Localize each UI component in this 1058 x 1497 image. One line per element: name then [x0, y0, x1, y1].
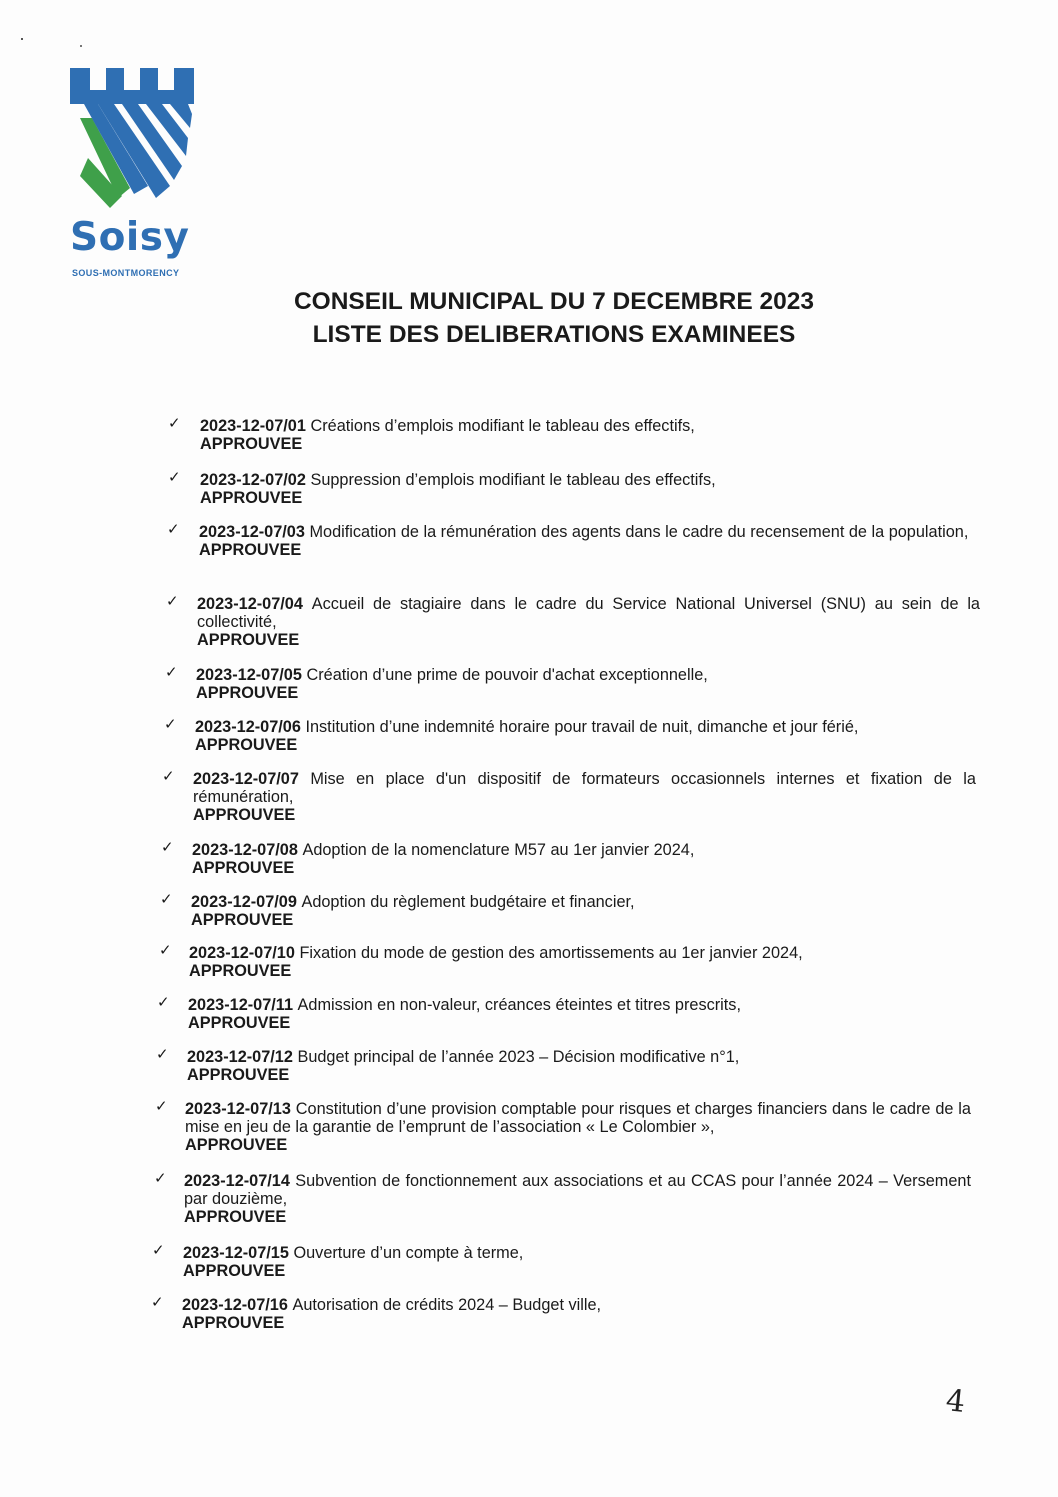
check-icon: ✓ — [161, 839, 174, 856]
list-item — [197, 595, 980, 649]
deliberation-text: Adoption du règlement budgétaire et financier, — [301, 893, 635, 911]
deliberation-text: Fixation du mode de gestion des amortissements au 1er janvier 2024, — [299, 944, 803, 962]
deliberation-status: APPROUVEE — [185, 1136, 288, 1154]
deliberation-status: APPROUVEE — [200, 435, 303, 453]
list-item — [189, 944, 972, 980]
list-item — [200, 417, 980, 453]
title-line-1: CONSEIL MUNICIPAL DU 7 DECEMBRE 2023 — [293, 288, 815, 315]
deliberation-text: Budget principal de l’année 2023 – Décision modificative n°1, — [297, 1048, 740, 1066]
deliberation-ref: 2023-12-07/02 — [200, 471, 311, 489]
deliberation-ref: 2023-12-07/05 — [196, 666, 307, 684]
check-icon: ✓ — [155, 1098, 168, 1115]
deliberation-text: Suppression d’emplois modifiant le tableau des effectifs, — [310, 471, 716, 489]
check-icon: ✓ — [162, 768, 175, 785]
deliberation-ref: 2023-12-07/16 — [182, 1296, 293, 1314]
list-item — [200, 471, 980, 507]
check-icon: ✓ — [168, 469, 181, 486]
deliberation-ref: 2023-12-07/01 — [200, 417, 311, 435]
deliberation-status: APPROUVEE — [189, 962, 292, 980]
list-item — [185, 1100, 971, 1154]
logo-subtitle: SOUS-MONTMORENCY — [72, 268, 180, 278]
check-icon: ✓ — [152, 1242, 165, 1259]
deliberation-ref: 2023-12-07/06 — [195, 718, 306, 736]
check-icon: ✓ — [166, 593, 179, 610]
check-icon: ✓ — [164, 716, 177, 733]
list-item — [192, 841, 975, 877]
handwritten-page-mark: 4 — [944, 1383, 967, 1420]
check-icon: ✓ — [156, 1046, 169, 1063]
deliberation-status: APPROUVEE — [193, 806, 296, 824]
deliberation-text: Mise en place d'un dispositif de formateurs occasionnels internes et fixation de la rémunération, — [193, 770, 976, 806]
deliberation-status: APPROUVEE — [183, 1262, 286, 1280]
deliberation-text: Subvention de fonctionnement aux associations et au CCAS pour l’année 2024 – Versement par douzième, — [184, 1172, 971, 1208]
castle-shield-icon — [70, 68, 200, 213]
deliberation-status: APPROUVEE — [191, 911, 294, 929]
deliberation-ref: 2023-12-07/03 — [199, 523, 310, 541]
check-icon: ✓ — [154, 1170, 167, 1187]
list-item — [196, 666, 979, 702]
deliberation-text: Institution d’une indemnité horaire pour travail de nuit, dimanche et jour férié, — [305, 718, 859, 736]
deliberation-status: APPROUVEE — [192, 859, 295, 877]
scan-speck — [21, 38, 23, 40]
list-item — [191, 893, 974, 929]
check-icon: ✓ — [165, 664, 178, 681]
deliberation-text: Création d’une prime de pouvoir d'achat exceptionnelle, — [306, 666, 708, 684]
list-item — [195, 718, 978, 754]
deliberation-ref: 2023-12-07/15 — [183, 1244, 294, 1262]
deliberation-ref: 2023-12-07/04 — [197, 595, 312, 613]
deliberation-text: Admission en non-valeur, créances éteintes et titres prescrits, — [297, 996, 741, 1014]
deliberation-text: Adoption de la nomenclature M57 au 1er janvier 2024, — [302, 841, 695, 859]
deliberation-status: APPROUVEE — [196, 684, 299, 702]
deliberation-status: APPROUVEE — [195, 736, 298, 754]
check-icon: ✓ — [160, 891, 173, 908]
list-item — [199, 523, 981, 559]
deliberation-ref: 2023-12-07/12 — [187, 1048, 298, 1066]
deliberation-status: APPROUVEE — [182, 1314, 285, 1332]
list-item — [184, 1172, 971, 1226]
deliberation-text: Autorisation de crédits 2024 – Budget ville, — [292, 1296, 602, 1314]
deliberation-ref: 2023-12-07/14 — [184, 1172, 296, 1190]
check-icon: ✓ — [159, 942, 172, 959]
deliberation-text: Modification de la rémunération des agents dans le cadre du recensement de la population, — [309, 523, 969, 541]
deliberation-status: APPROUVEE — [187, 1066, 290, 1084]
list-item — [187, 1048, 970, 1084]
deliberation-status: APPROUVEE — [184, 1208, 287, 1226]
document-title — [0, 285, 1058, 351]
check-icon: ✓ — [168, 415, 181, 432]
list-item — [193, 770, 976, 824]
list-item — [182, 1296, 969, 1332]
title-line-2: LISTE DES DELIBERATIONS EXAMINEES — [312, 321, 796, 348]
deliberation-ref: 2023-12-07/10 — [189, 944, 300, 962]
check-icon: ✓ — [157, 994, 170, 1011]
deliberation-ref: 2023-12-07/07 — [193, 770, 311, 788]
deliberation-ref: 2023-12-07/13 — [185, 1100, 296, 1118]
deliberation-status: APPROUVEE — [200, 489, 303, 507]
list-item — [183, 1244, 970, 1280]
logo-wordmark: Soisy — [70, 215, 190, 260]
deliberation-text: Constitution d’une provision comptable pour risques et charges financiers dans le cadre de la mise en jeu de la garantie de l’emprunt de l’association « Le Colombier », — [185, 1100, 971, 1136]
soisy-logo — [70, 68, 200, 278]
deliberation-text: Ouverture d’un compte à terme, — [293, 1244, 524, 1262]
deliberation-ref: 2023-12-07/09 — [191, 893, 302, 911]
deliberation-status: APPROUVEE — [197, 631, 300, 649]
deliberation-ref: 2023-12-07/11 — [188, 996, 298, 1014]
deliberation-text: Créations d’emplois modifiant le tableau des effectifs, — [310, 417, 695, 435]
check-icon: ✓ — [151, 1294, 164, 1311]
scan-speck — [80, 45, 82, 47]
check-icon: ✓ — [167, 521, 180, 538]
deliberation-status: APPROUVEE — [199, 541, 302, 559]
deliberation-text: Accueil de stagiaire dans le cadre du Service National Universel (SNU) au sein de la collectivité, — [197, 595, 980, 631]
deliberation-status: APPROUVEE — [188, 1014, 291, 1032]
deliberation-ref: 2023-12-07/08 — [192, 841, 303, 859]
list-item — [188, 996, 971, 1032]
